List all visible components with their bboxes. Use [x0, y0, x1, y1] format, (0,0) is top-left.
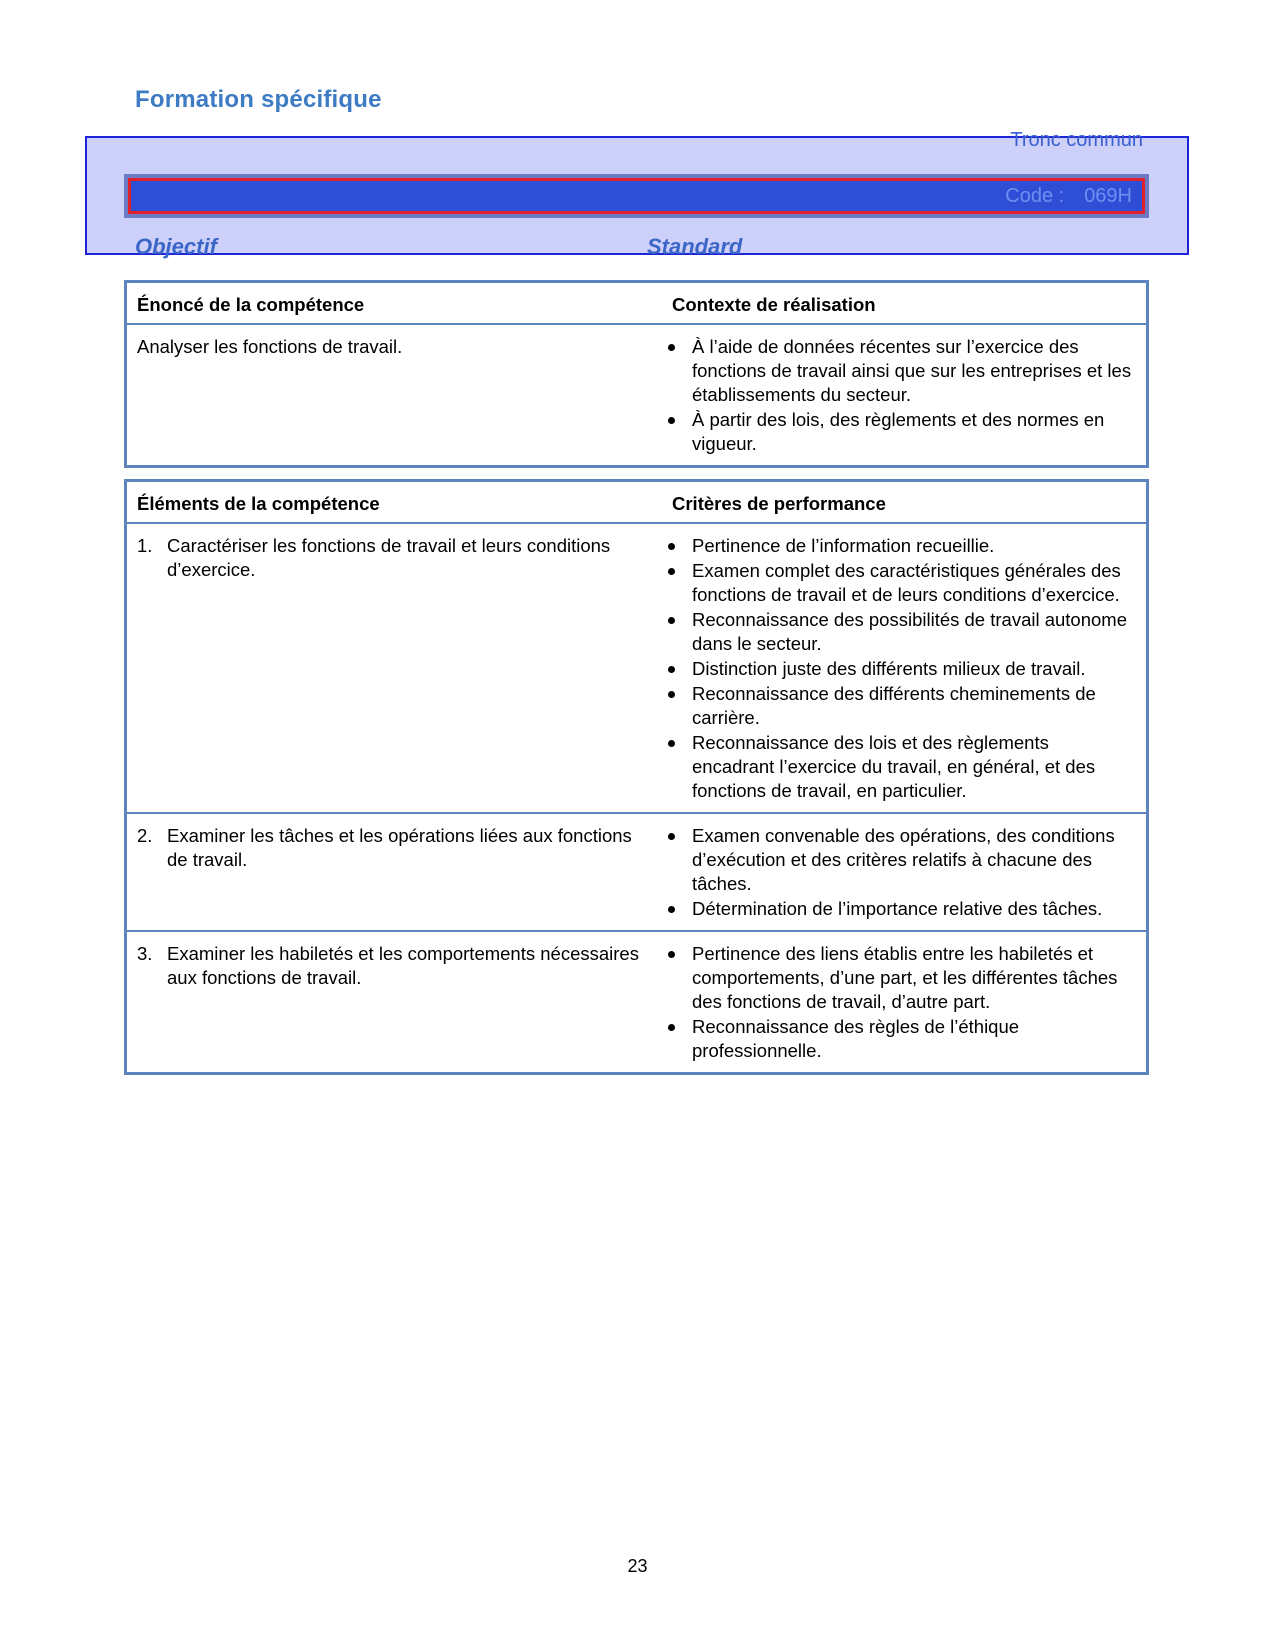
element-text: Examiner les tâches et les opérations liées aux fonctions de travail. — [167, 825, 632, 870]
context-cell — [662, 324, 1148, 467]
criteria-cell — [662, 813, 1148, 931]
list-item: Reconnaissance des possibilités de travail autonome dans le secteur. — [662, 608, 1136, 656]
code-bar — [124, 174, 1149, 218]
list-item: Pertinence des liens établis entre les habiletés et comportements, d’une part, et les différentes tâches des fonctions de travail, d’autre part. — [662, 942, 1136, 1014]
competence-statement: Analyser les fonctions de travail. — [137, 336, 403, 357]
element-text: Examiner les habiletés et les comportements nécessaires aux fonctions de travail. — [167, 943, 639, 988]
objective-label: Objectif — [135, 234, 217, 259]
context-header: Contexte de réalisation — [662, 282, 1148, 325]
element-number: 2. — [137, 825, 153, 846]
elements-header: Éléments de la compétence — [126, 481, 663, 524]
program-name: Tronc commun — [1010, 129, 1143, 151]
standard-label: Standard — [647, 234, 743, 259]
element-number: 3. — [137, 943, 153, 964]
section-title: Formation spécifique — [135, 86, 382, 113]
table-row — [126, 813, 1148, 931]
element-number: 1. — [137, 535, 153, 556]
page-number: 23 — [627, 1556, 648, 1576]
list-item: À l’aide de données récentes sur l’exercice des fonctions de travail ainsi que sur les entreprises et les établissements du secteur. — [662, 335, 1136, 407]
statement-table — [124, 280, 1149, 468]
list-item: Examen convenable des opérations, des conditions d’exécution et des critères relatifs à chacune des tâches. — [662, 824, 1136, 896]
list-item: Distinction juste des différents milieux de travail. — [662, 657, 1136, 681]
context-list — [662, 335, 1136, 456]
list-item: À partir des lois, des règlements et des normes en vigueur. — [662, 408, 1136, 456]
list-item: Reconnaissance des lois et des règlements encadrant l’exercice du travail, en général, et des fonctions de travail, en particulier. — [662, 731, 1136, 803]
list-item: Examen complet des caractéristiques générales des fonctions de travail et de leurs conditions d’exercice. — [662, 559, 1136, 607]
criteria-list — [662, 942, 1136, 1063]
element-text: Caractériser les fonctions de travail et leurs conditions d’exercice. — [167, 535, 611, 580]
element-cell — [126, 523, 663, 813]
criteria-cell — [662, 523, 1148, 813]
code-label: Code : — [1005, 185, 1065, 207]
statement-header: Énoncé de la compétence — [126, 282, 663, 325]
list-item: Pertinence de l’information recueillie. — [662, 534, 1136, 558]
code-value: 069H — [1084, 185, 1132, 207]
list-item: Reconnaissance des règles de l’éthique professionnelle. — [662, 1015, 1136, 1063]
criteria-list — [662, 534, 1136, 803]
table-row — [126, 931, 1148, 1074]
list-item: Reconnaissance des différents cheminements de carrière. — [662, 682, 1136, 730]
elements-table — [124, 479, 1149, 1075]
table-row — [126, 324, 1148, 467]
code-text — [1005, 185, 1132, 208]
element-cell — [126, 813, 663, 931]
criteria-cell — [662, 931, 1148, 1074]
table-row — [126, 523, 1148, 813]
criteria-list — [662, 824, 1136, 921]
code-bar-inner — [128, 178, 1145, 214]
element-cell — [126, 931, 663, 1074]
criteria-header: Critères de performance — [662, 481, 1148, 524]
list-item: Détermination de l’importance relative des tâches. — [662, 897, 1136, 921]
